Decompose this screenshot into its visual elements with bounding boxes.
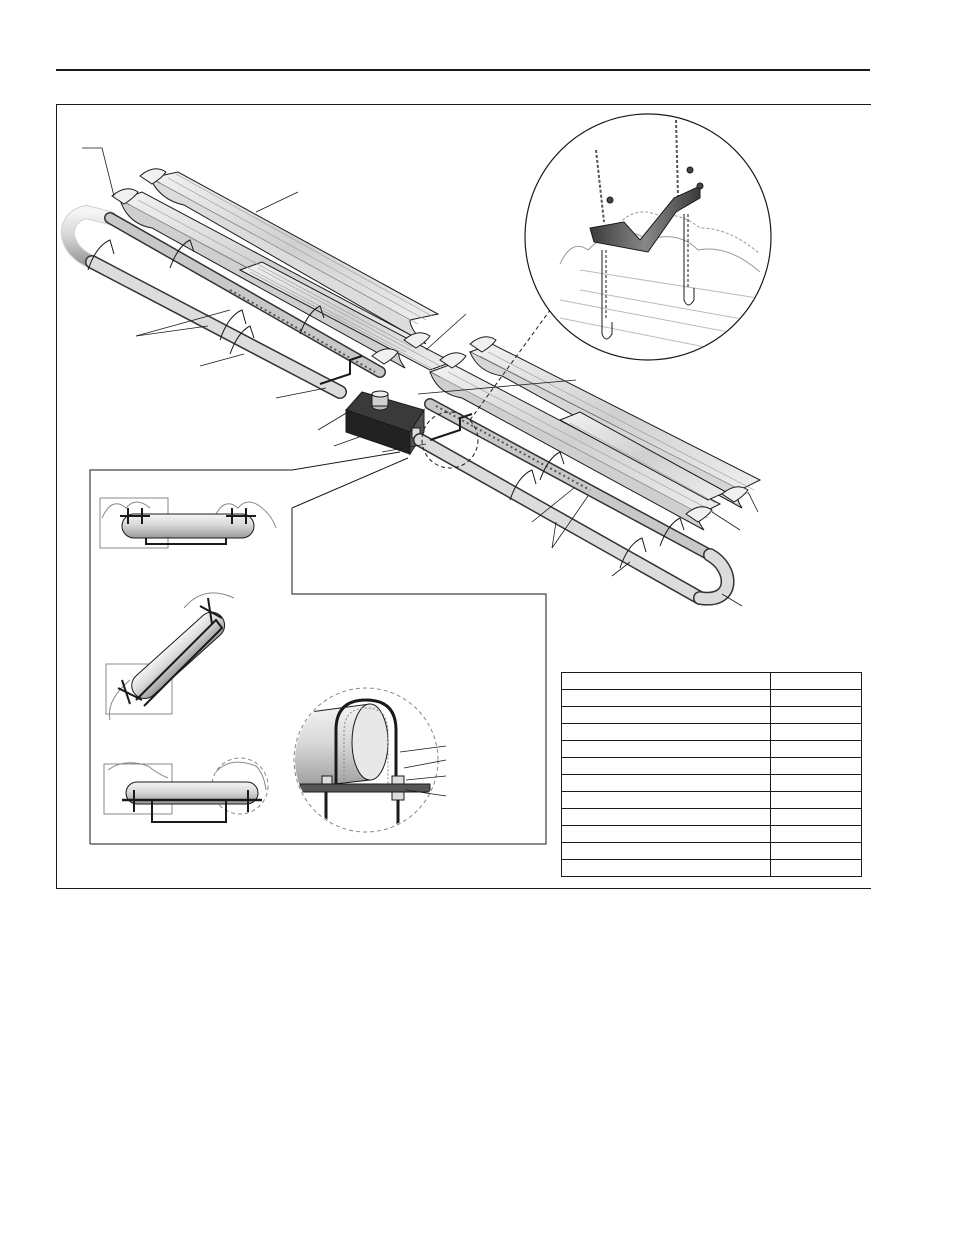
table-row bbox=[562, 860, 862, 877]
tube-clamp-side-view-icon bbox=[104, 758, 268, 822]
hanger-bracket-chain-detail-icon bbox=[525, 114, 771, 360]
part-description-cell bbox=[562, 860, 771, 877]
tube-heater-left-section-icon bbox=[68, 169, 452, 392]
tube-heater-right-section-icon bbox=[420, 337, 760, 599]
table-row bbox=[562, 741, 862, 758]
tube-clamp-top-view-icon bbox=[100, 498, 276, 548]
tube-clamp-angled-view-icon bbox=[106, 593, 234, 720]
part-number-cell bbox=[771, 843, 862, 860]
part-description-cell bbox=[562, 775, 771, 792]
part-description-cell bbox=[562, 741, 771, 758]
table-row bbox=[562, 724, 862, 741]
part-description-cell bbox=[562, 758, 771, 775]
part-description-cell bbox=[562, 724, 771, 741]
table-row bbox=[562, 809, 862, 826]
burner-control-box-icon bbox=[346, 391, 424, 454]
part-number-cell bbox=[771, 707, 862, 724]
part-description-cell bbox=[562, 690, 771, 707]
table-row bbox=[562, 826, 862, 843]
part-description-cell bbox=[562, 826, 771, 843]
part-description-cell bbox=[562, 792, 771, 809]
part-number-cell bbox=[771, 860, 862, 877]
part-number-cell bbox=[771, 724, 862, 741]
table-row bbox=[562, 690, 862, 707]
part-number-cell bbox=[771, 775, 862, 792]
part-number-cell bbox=[771, 690, 862, 707]
table-row bbox=[562, 792, 862, 809]
part-number-cell bbox=[771, 673, 862, 690]
table-row bbox=[562, 843, 862, 860]
part-number-cell bbox=[771, 792, 862, 809]
part-description-cell bbox=[562, 673, 771, 690]
table-row bbox=[562, 673, 862, 690]
part-description-cell bbox=[562, 707, 771, 724]
u-bolt-clamp-closeup-icon bbox=[280, 688, 446, 832]
parts-list-table bbox=[561, 672, 862, 877]
table-row bbox=[562, 775, 862, 792]
part-number-cell bbox=[771, 741, 862, 758]
part-number-cell bbox=[771, 826, 862, 843]
part-description-cell bbox=[562, 843, 771, 860]
table-row bbox=[562, 707, 862, 724]
table-row bbox=[562, 758, 862, 775]
part-description-cell bbox=[562, 809, 771, 826]
part-number-cell bbox=[771, 758, 862, 775]
part-number-cell bbox=[771, 809, 862, 826]
